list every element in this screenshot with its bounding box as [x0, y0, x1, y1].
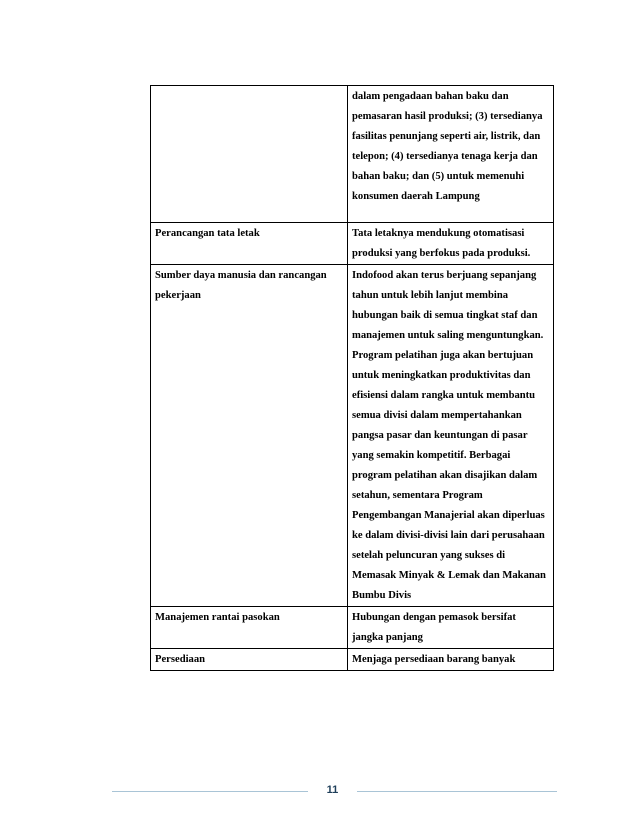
- description-cell: [348, 649, 554, 671]
- page-number: 11: [326, 784, 339, 796]
- description-text: Hubungan dengan pemasok bersifat jangka panjang: [352, 612, 516, 643]
- table-row: [151, 265, 554, 607]
- aspect-cell: [151, 86, 348, 223]
- description-text: Menjaga persediaan barang banyak: [352, 654, 516, 665]
- description-text: Tata letaknya mendukung otomatisasi produksi yang berfokus pada produksi.: [352, 228, 531, 259]
- aspect-cell: [151, 223, 348, 265]
- table-row: [151, 223, 554, 265]
- aspect-text: Perancangan tata letak: [155, 228, 260, 239]
- description-cell: [348, 265, 554, 607]
- description-text: dalam pengadaan bahan baku dan pemasaran hasil produksi; (3) tersedianya fasilitas penunjang seperti air, listrik, dan telepon; (4) tersedianya tenaga kerja dan bahan baku; dan (5) untuk memenuhi konsumen daerah Lampung: [352, 91, 543, 202]
- aspect-text: Manajemen rantai pasokan: [155, 612, 280, 623]
- aspect-cell: [151, 649, 348, 671]
- footer-divider-left: [112, 791, 308, 792]
- aspect-cell: [151, 607, 348, 649]
- aspect-text: Sumber daya manusia dan rancangan pekerjaan: [155, 270, 327, 301]
- aspect-text: Persediaan: [155, 654, 206, 665]
- description-cell: [348, 223, 554, 265]
- aspect-cell: [151, 265, 348, 607]
- description-cell: [348, 607, 554, 649]
- table-row: [151, 607, 554, 649]
- description-text: Indofood akan terus berjuang sepanjang tahun untuk lebih lanjut membina hubungan baik di semua tingkat staf dan manajemen untuk saling menguntungkan. Program pelatihan juga akan bertujuan untuk meningkatkan produktivitas dan efisiensi dalam rangka untuk membantu semua divisi dalam mempertahankan pangsa pasar dan keuntungan di pasar yang semakin kompetitif. Berbagai program pelatihan akan disajikan dalam setahun, sementara Program Pengembangan Manajerial akan diperluas ke dalam divisi-divisi lain dari perusahaan setelah peluncuran yang sukses di Memasak Minyak & Lemak dan Makanan Bumbu Divis: [352, 270, 546, 601]
- description-cell: [348, 86, 554, 223]
- table-row: [151, 86, 554, 223]
- footer-divider-right: [357, 791, 557, 792]
- operations-table: [150, 85, 554, 671]
- table-row: [151, 649, 554, 671]
